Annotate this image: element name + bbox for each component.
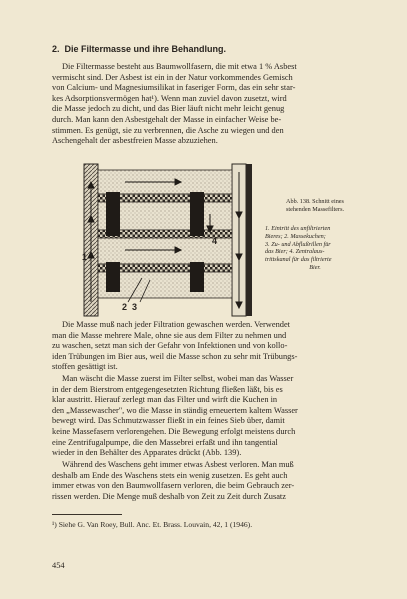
legend-line: Bieres; 2. Massekuchen; (265, 232, 326, 240)
figure-legend (265, 225, 365, 272)
caption-line: stehenden Massefilters. (285, 206, 345, 214)
text-line: Die Filtermasse besteht aus Baumwollfasern, die mit etwa 1 % Asbest (62, 62, 297, 71)
legend-line: 1. Eintritt des unfiltrierten (265, 225, 331, 232)
text-line: Man wäscht die Masse zuerst im Filter selbst, wobei man das Wasser (62, 374, 294, 383)
text-line: klar austritt. Hierauf zerlegt man das Filter und wirft die Kuchen in (52, 395, 278, 405)
section-number: 2. (52, 44, 60, 54)
text-line: eine Zentrifugalpumpe, die den Massebrei erfaßt und ihn tangential (52, 437, 278, 447)
text-line: man die Masse mehrere Male, ohne sie aus dem Filter zu nehmen und (52, 330, 287, 340)
paragraph-washing (52, 320, 360, 373)
text-line: Während des Waschens geht immer etwas Asbest verloren. Man muß (62, 460, 294, 469)
text-line: zu waschen, setzt man sich der Gefahr von Infektionen und von kollo- (52, 341, 288, 351)
text-line: rissen werden. Die Menge muß deshalb von Zeit zu Zeit durch Zusatz (52, 491, 286, 501)
text-line: immer etwas von den Baumwollfasern verloren, die beim Gebrauch zer- (52, 481, 295, 491)
figure-label-2: 2 (122, 302, 128, 312)
paragraph-washing-process (52, 374, 360, 459)
text-line: kes Adsorptionsvermögen hat¹). Wenn man zuviel davon zusetzt, wird (52, 93, 287, 103)
text-line: wieder in den Behälter des Apparates drückt (Abb. 139). (52, 448, 242, 458)
page-number: 454 (52, 561, 65, 570)
filter-cross-section-figure (80, 162, 256, 318)
footnote: ¹) Siehe G. Van Roey, Bull. Anc. Et. Brass. Louvain, 42, 1 (1946). (52, 520, 253, 529)
figure-caption (265, 198, 365, 214)
section-title: Die Filtermasse und ihre Behandlung. (64, 44, 227, 54)
text-line: in der dem Bierstrom entgegengesetzten Richtung fließen läßt, bis es (52, 384, 283, 394)
figure-label-3: 3 (132, 302, 138, 312)
figure-label-1: 1 (82, 252, 88, 262)
section-heading (52, 44, 226, 54)
legend-line: trittskanal für das filtrierte (265, 256, 332, 264)
text-line: iden Trübungen im Bier aus, weil die Masse schon zu sehr mit Trübungs- (52, 351, 298, 361)
text-line: von Calcium- und Magnesiumsilikat in faseriger Form, das ein sehr star- (52, 83, 296, 93)
caption-line: Abb. 138. Schnitt eines (286, 198, 344, 205)
figure-label-4: 4 (212, 236, 218, 246)
legend-line: 3. Zu- und Abflußrillen für (265, 240, 331, 248)
text-line: stoffen gesättigt ist. (52, 362, 118, 372)
text-line: vermischt sind. Der Asbest ist ein in der Natur vorkommendes Gemisch (52, 72, 293, 82)
text-line: keine Massefasern verlorengehen. Die Bewegung erfolgt meistens durch (52, 426, 296, 436)
text-line: bewegt wird. Das Schmutzwasser fließt in ein feines Sieb über, damit (52, 416, 285, 426)
paragraph-asbestos-loss (52, 460, 360, 502)
text-line: Die Masse muß nach jeder Filtration gewaschen werden. Verwendet (62, 320, 290, 329)
text-line: die Masse jedoch zu dicht, und das Bier läuft nicht mehr leicht genug (52, 104, 285, 114)
text-line: Aschengehalt der asbestfreien Masse abzuziehen. (52, 136, 218, 146)
text-line: stimmen. Es genügt, sie zu verbrennen, die Asche zu wiegen und den (52, 125, 284, 135)
footnote-divider (52, 514, 122, 515)
text-line: deshalb am Ende des Waschens stets ein wenig zusetzen. Es geht auch (52, 470, 288, 480)
text-line: den „Massewascher", wo die Masse in ständig erneuertem kaltem Wasser (52, 405, 298, 415)
text-line: durch. Man kann den Asbestgehalt der Masse in einfacher Weise be- (52, 114, 282, 124)
legend-line: das Bier; 4. Zentralaus- (265, 248, 325, 256)
legend-line: Bier. (309, 263, 321, 271)
paragraph-filter-mass (52, 62, 360, 147)
